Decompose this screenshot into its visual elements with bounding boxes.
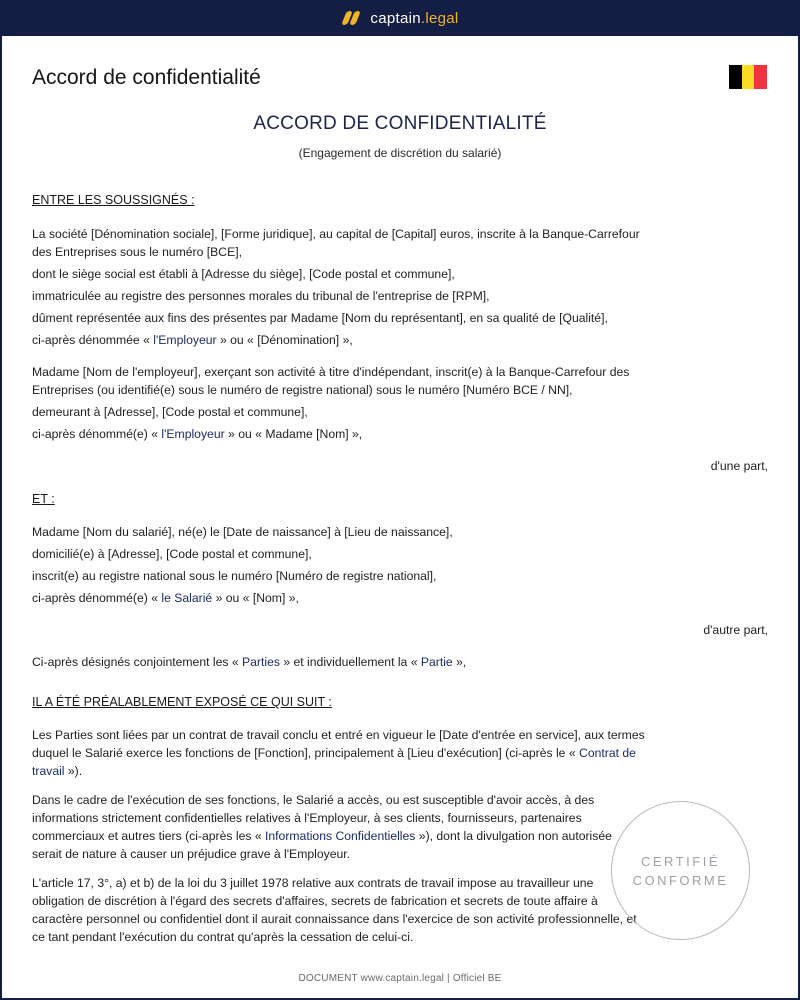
paragraph-contract <box>32 726 768 780</box>
text-line: inscrit(e) au registre national sous le numéro [Numéro de registre national], <box>32 569 437 583</box>
text-line: immatriculée au registre des personnes morales du tribunal de l'entreprise de [RPM], <box>32 289 490 303</box>
stamp-line-2: CONFORME <box>632 872 729 888</box>
defined-term: travail <box>32 764 65 778</box>
flag-stripe-red <box>754 65 767 89</box>
text-line: Dans le cadre de l'exécution de ses fonctions, le Salarié a accès, ou est susceptible d'avoir accès, à des <box>32 793 595 807</box>
text-line: domicilié(e) à [Adresse], [Code postal et commune], <box>32 547 312 561</box>
text-line: ci-après dénommée « l'Employeur » ou « [Dénomination] », <box>32 333 353 347</box>
text-autre-part: d'autre part, <box>703 623 768 637</box>
text-line: dont le siège social est établi à [Adresse du siège], [Code postal et commune], <box>32 267 455 281</box>
top-bar <box>0 0 800 36</box>
defined-term: l'Employeur <box>161 427 225 441</box>
text-line: serait de nature à causer un préjudice grave à l'Employeur. <box>32 847 351 861</box>
text-line: Madame [Nom du salarié], né(e) le [Date de naissance] à [Lieu de naissance], <box>32 525 453 539</box>
belgium-flag-icon <box>729 65 767 89</box>
text-line: ce tant pendant l'exécution du contrat qu'après la cessation de celui-ci. <box>32 930 414 944</box>
section-heading-et: ET : <box>32 492 55 506</box>
document-title: ACCORD DE CONFIDENTIALITÉ <box>253 113 547 134</box>
paragraph-legal-article <box>32 874 768 946</box>
text-line: duquel le Salarié exerce les fonctions de [Fonction], principalement à [Lieu d'exécution] (ci-après le « Contrat de <box>32 746 636 760</box>
defined-term: Parties <box>242 655 280 669</box>
flag-stripe-black <box>729 65 742 89</box>
brand-logo[interactable] <box>341 10 458 27</box>
flag-stripe-yellow <box>742 65 755 89</box>
text-line: des Entreprises sous le numéro [BCE], <box>32 245 242 259</box>
captain-legal-logo-icon <box>341 10 361 26</box>
paragraph-confidential-info <box>32 791 768 863</box>
section-heading-expose: IL A ÉTÉ PRÉALABLEMENT EXPOSÉ CE QUI SUIT : <box>32 695 332 709</box>
text-line: informations strictement confidentielles relatives à l'Employeur, à ses clients, fournisseurs, partenaires <box>32 811 582 825</box>
defined-term: Informations Confidentielles <box>265 829 416 843</box>
paragraph-employer-company <box>32 225 768 261</box>
text-line: L'article 17, 3°, a) et b) de la loi du 3 juillet 1978 relative aux contrats de travail impose au travailleur une <box>32 876 594 890</box>
defined-term: Partie <box>420 655 453 669</box>
text-line: ci-après dénommé(e) « le Salarié » ou « [Nom] », <box>32 591 299 605</box>
document-subtitle: (Engagement de discrétion du salarié) <box>298 146 502 160</box>
brand-wordmark: captain.legal <box>370 9 459 27</box>
defined-term: Contrat de <box>579 746 636 760</box>
text-line: La société [Dénomination sociale], [Forme juridique], au capital de [Capital] euros, inscrite à la Banque-Carrefour <box>32 227 640 241</box>
text-line: obligation de discrétion à l'égard des secrets d'affaires, secrets de fabrication et secrets de toute affaire à <box>32 894 598 908</box>
footer-text: DOCUMENT www.captain.legal | Officiel BE <box>298 973 502 984</box>
text-line: Entreprises (ou identifié(e) sous le numéro de registre national) sous le numéro [Numéro BCE / NN], <box>32 383 573 397</box>
text-line: commerciaux et autres tiers (ci-après les « Informations Confidentielles »), dont la divulgation non autorisée <box>32 829 612 843</box>
paragraph-employer-person <box>32 363 768 399</box>
text-line: travail »). <box>32 764 83 778</box>
text-line: demeurant à [Adresse], [Code postal et commune], <box>32 405 308 419</box>
defined-term: l'Employeur <box>153 333 217 347</box>
text-parties: Ci-après désignés conjointement les « Parties » et individuellement la « Partie », <box>32 655 467 669</box>
defined-term: le Salarié <box>161 591 213 605</box>
stamp-line-1: CERTIFIÉ <box>641 853 720 869</box>
text-line: Madame [Nom de l'employeur], exerçant son activité à titre d'indépendant, inscrit(e) à la Banque-Carrefour des <box>32 365 630 379</box>
text-line: Les Parties sont liées par un contrat de travail conclu et entré en vigueur le [Date d'entrée en service], aux termes <box>32 728 645 742</box>
text-line: ci-après dénommé(e) « l'Employeur » ou « Madame [Nom] », <box>32 427 363 441</box>
page-title: Accord de confidentialité <box>32 66 261 89</box>
text-line: caractère personnel ou confidentiel dont il aurait connaissance dans l'exercice de son activité professionnelle, et <box>32 912 637 926</box>
text-line: dûment représentée aux fins des présentes par Madame [Nom du représentant], en sa qualité de [Qualité], <box>32 311 608 325</box>
text-une-part: d'une part, <box>710 459 768 473</box>
section-heading-entre: ENTRE LES SOUSSIGNÉS : <box>32 193 195 207</box>
